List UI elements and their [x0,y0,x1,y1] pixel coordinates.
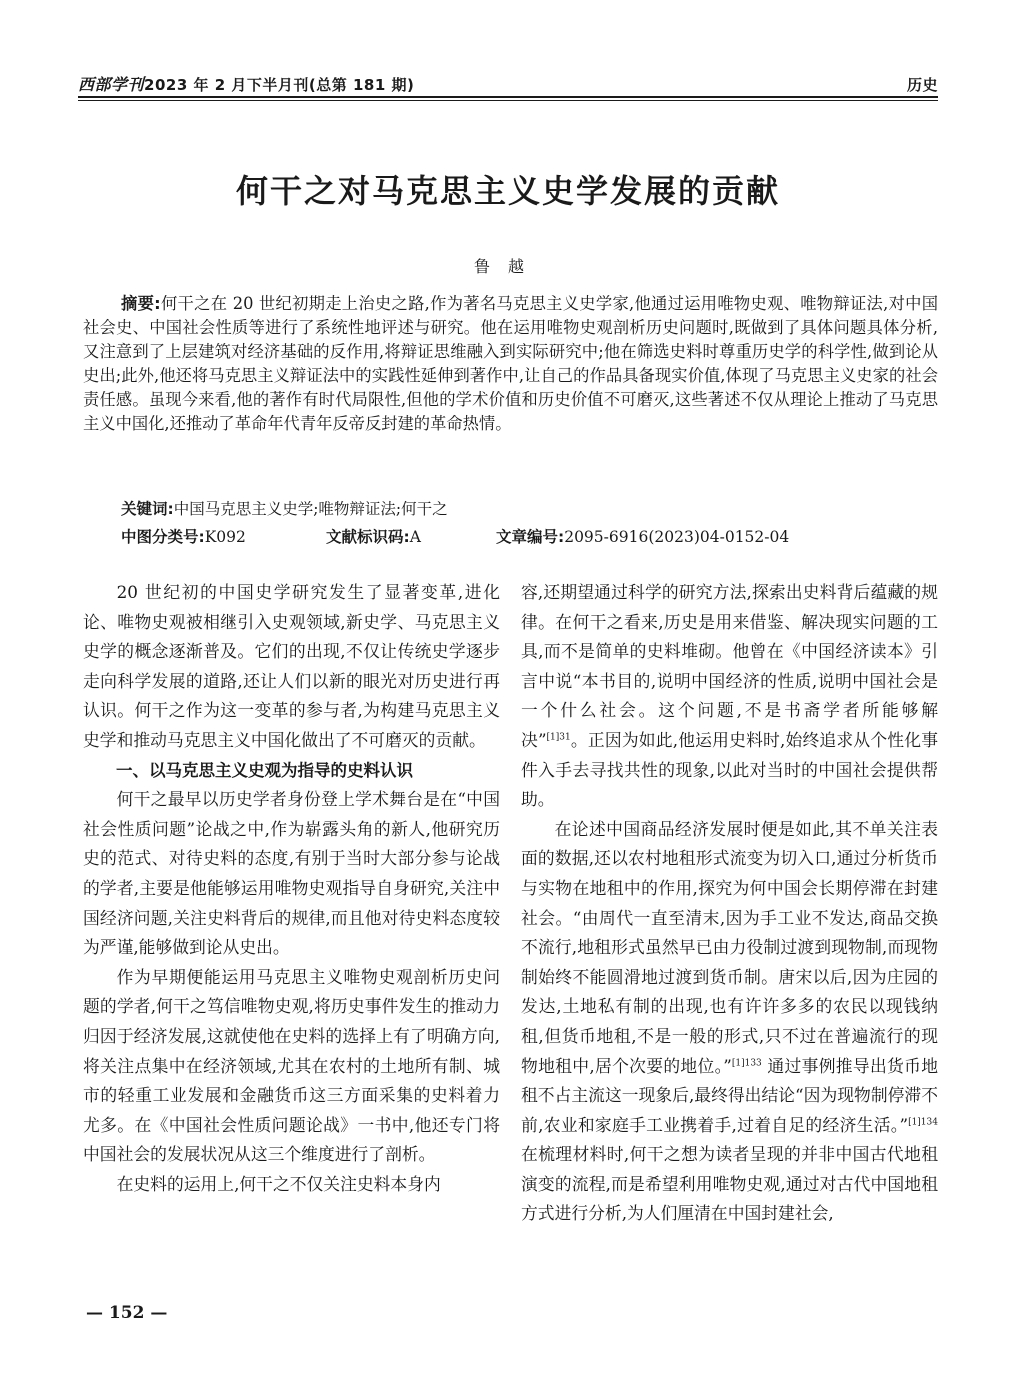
header-rule [78,96,938,98]
paragraph: 作为早期便能运用马克思主义唯物史观剖析历史问题的学者,何干之笃信唯物史观,将历史事件发生的推动力归因于经济发展,这就使他在史料的选择上有了明确方向,将关注点集中在经济领域,尤其在农村的土地所有制、城市的轻重工业发展和金融货币这三方面采集的史料着力尤多。在《中国社会性质问题论战》一书中,他还专门将中国社会的发展状况从这三个维度进行了剖析。 [83,966,500,1165]
citation: [1]133 [731,1057,762,1068]
paragraph-text: 在论述中国商品经济发展时便是如此,其不单关注表面的数据,还以农村地租形式流变为切入口,通过分析货币与实物在地租中的作用,探究为何中国会长期停滞在封建社会。“由周代一直至清末,因为手工业不发达,商品交换不流行,地租形式虽然早已由力役制过渡到现物制,而现物制始终不能圆滑地过渡到货币制。唐宋以后,因为庄园的发达,土地私有制的出现,也有许许多多的农民以现钱纳租,但货币地租,不是一般的形式,只不过在普遍流行的现物地租中,居个次要的地位。” [521,818,938,1076]
paragraph-text: 。正因为如此,他运用史料时,始终追求从个性化事件入手去寻找共性的现象,以此对当时的中国社会提供帮助。 [521,729,938,810]
section-heading: 一、以马克思主义史观为指导的史料认识 [116,760,413,780]
clc-code [121,525,326,549]
paragraph [521,815,938,1229]
right-column [521,578,938,1229]
clc-label: 中图分类号: [121,528,205,546]
page-number: — 152 — [86,1303,168,1323]
article-number [496,525,789,549]
citation: [1]134 [908,1117,938,1128]
paragraph-continued [521,578,938,815]
section-label: 历史 [906,76,938,94]
issue-info: 2023 年 2 月下半月刊(总第 181 期) [144,76,415,94]
article-value: 2095-6916(2023)04-0152-04 [564,528,790,546]
keywords-text: 中国马克思主义史学;唯物辩证法;何干之 [173,500,448,518]
article-label: 文章编号: [496,528,565,546]
author-name: 鲁越 [473,257,542,276]
paragraph-text: 通过事例推导出货币地租不占主流这一现象后,最终得出结论“因为现物制停滞不前,农业和家庭手工业携着手,过着自足的经济生活。” [521,1055,938,1135]
document-code [326,525,496,549]
abstract [83,292,938,436]
abstract-text: 何干之在 20 世纪初期走上治史之路,作为著名马克思主义史学家,他通过运用唯物史观、唯物辩证法,对中国社会史、中国社会性质等进行了系统性地评述与研究。他在运用唯物史观剖析历史问题时,既做到了具体问题具体分析,又注意到了上层建筑对经济基础的反作用,将辩证思维融入到实际研究中;他在筛选史料时尊重历史学的科学性,做到论从史出;此外,他还将马克思主义辩证法中的实践性延伸到著作中,让自己的作品具备现实价值,体现了马克思主义史家的社会责任感。虽现今来看,他的著作有时代局限性,但他的学术价值和历史价值不可磨灭,这些著述不仅从理论上推动了马克思主义中国化,还推动了革命年代青年反帝反封建的革命热情。 [83,294,938,433]
keywords-label: 关键词: [121,500,174,518]
doc-label: 文献标识码: [326,528,410,546]
clc-value: K092 [204,528,246,546]
journal-logo: 西部学刊 [78,75,145,94]
header-rule-thin [78,100,938,101]
doc-value: A [409,528,421,546]
citation: [1]31 [546,732,571,743]
article-title: 何干之对马克思主义史学发展的贡献 [235,172,780,210]
paragraph: 20 世纪初的中国史学研究发生了显著变革,进化论、唯物史观被相继引入史观领域,新史学、马克思主义史学的概念逐渐普及。它们的出现,不仅让传统史学逐步走向科学发展的道路,还让人们以新的眼光对历史进行再认识。何干之作为这一变革的参与者,为构建马克思主义史学和推动马克思主义中国化做出了不可磨灭的贡献。 [83,582,500,750]
classification-line [121,525,938,549]
keywords [121,497,938,521]
abstract-label: 摘要: [121,294,161,313]
paragraph: 在史料的运用上,何干之不仅关注史料本身内 [116,1173,441,1194]
left-column [83,578,500,1199]
journal-issue-line [78,72,414,95]
running-header [78,72,938,95]
paragraph-text: 容,还期望通过科学的研究方法,探索出史料背后蕴藏的规律。在何干之看来,历史是用来借鉴、解决现实问题的工具,而不是简单的史料堆砌。他曾在《中国经济读本》引言中说“本书目的,说明中国经济的性质,说明中国社会是一个什么社会。这个问题,不是书斋学者所能够解决” [521,582,938,750]
paragraph-text: 在梳理材料时,何干之想为读者呈现的并非中国古代地租演变的流程,而是希望利用唯物史观,通过对古代中国地租方式进行分析,为人们厘清在中国封建社会, [521,1144,938,1224]
paragraph: 何干之最早以历史学者身份登上学术舞台是在“中国社会性质问题”论战之中,作为崭露头角的新人,他研究历史的范式、对待史料的态度,有别于当时大部分参与论战的学者,主要是他能够运用唯物史观指导自身研究,关注中国经济问题,关注史料背后的规律,而且他对待史料态度较为严谨,能够做到论从史出。 [83,789,500,958]
